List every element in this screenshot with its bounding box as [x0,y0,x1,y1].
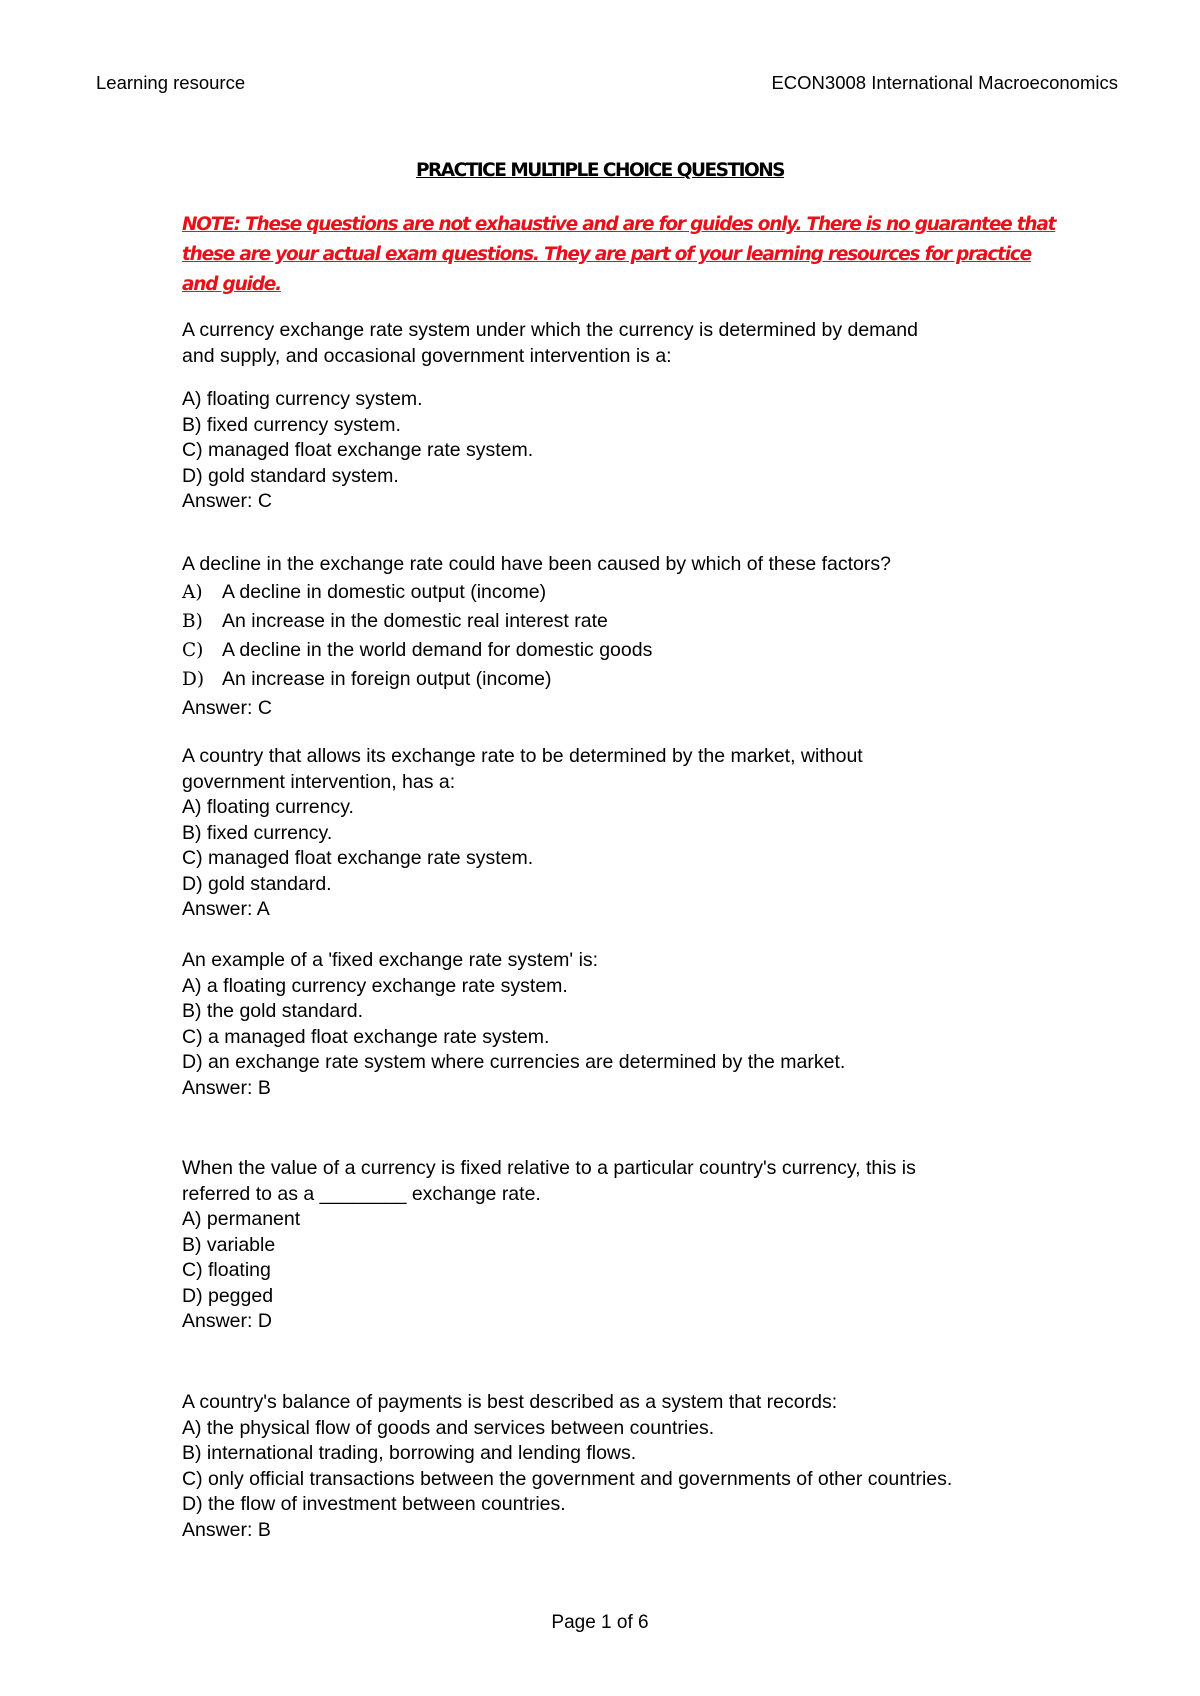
option-d: D) gold standard. [182,872,332,895]
answer: Answer: B [182,1518,271,1541]
page-title: PRACTICE MULTIPLE CHOICE QUESTIONS [415,160,784,181]
option-a: A) the physical flow of goods and services between countries. [182,1416,715,1439]
answer: Answer: B [182,1076,271,1099]
question-stem: government intervention, has a: [182,770,456,793]
option-c: C) managed float exchange rate system. [182,439,534,461]
question-2 [182,550,1082,722]
option-text: A decline in domestic output (income) [222,581,547,603]
question-stem: A country that allows its exchange rate to be determined by the market, without [182,745,863,767]
answer: Answer: C [182,490,272,512]
question-stem: A country's balance of payments is best described as a system that records: [182,1391,838,1413]
option-b: B) fixed currency system. [182,413,401,436]
option-a: A) floating currency system. [182,388,423,410]
answer: Answer: D [182,1310,272,1332]
option-letter: D) [182,669,205,690]
option-b: B) the gold standard. [182,1000,364,1022]
option-a [182,578,1082,607]
note-text: NOTE: These questions are not exhaustive and are for guides only. There is no guarantee that these are your actual exam questions. They are part of your learning resources for practice and guide. [182,214,1056,295]
question-4 [182,948,1082,1101]
page-number: Page 1 of 6 [551,1612,649,1633]
option-c: C) managed float exchange rate system. [182,847,534,869]
option-text: An increase in the domestic real interest rate [222,610,608,632]
question-3 [182,744,1082,923]
option-text: An increase in foreign output (income) [222,668,552,690]
question-6 [182,1390,1082,1543]
option-b: B) variable [182,1233,276,1256]
option-c: C) floating [182,1259,271,1281]
question-1 [182,318,1082,515]
option-b: B) fixed currency. [182,821,333,844]
question-5 [182,1156,1082,1335]
option-a: A) floating currency. [182,796,354,818]
option-d: D) an exchange rate system where currencies are determined by the market. [182,1051,846,1073]
question-stem: An example of a 'fixed exchange rate system' is: [182,949,599,971]
option-d: D) the flow of investment between countries. [182,1493,566,1515]
option-c: C) only official transactions between the government and governments of other countries. [182,1467,953,1490]
header-left: Learning resource [96,72,246,93]
option-a: A) permanent [182,1208,301,1230]
option-letter: B) [182,611,203,632]
header-right: ECON3008 International Macroeconomics [771,72,1118,93]
option-c: C) a managed float exchange rate system. [182,1025,550,1048]
option-a: A) a floating currency exchange rate system. [182,974,568,997]
option-d [182,665,1082,694]
option-b: B) international trading, borrowing and lending flows. [182,1442,637,1464]
option-text: A decline in the world demand for domestic goods [222,639,653,661]
option-letter: A) [182,582,203,603]
option-letter: C) [182,640,204,661]
question-stem: and supply, and occasional government intervention is a: [182,344,672,367]
answer: Answer: A [182,898,270,920]
question-stem: referred to as a ________ exchange rate. [182,1182,541,1205]
option-d: D) pegged [182,1284,274,1307]
question-stem: When the value of a currency is fixed relative to a particular country's currency, this is [182,1157,916,1179]
answer: Answer: C [182,697,272,719]
question-stem: A decline in the exchange rate could have been caused by which of these factors? [182,553,891,575]
option-d: D) gold standard system. [182,464,399,487]
question-stem: A currency exchange rate system under which the currency is determined by demand [182,319,918,341]
option-b [182,607,1082,636]
option-c [182,636,1082,665]
